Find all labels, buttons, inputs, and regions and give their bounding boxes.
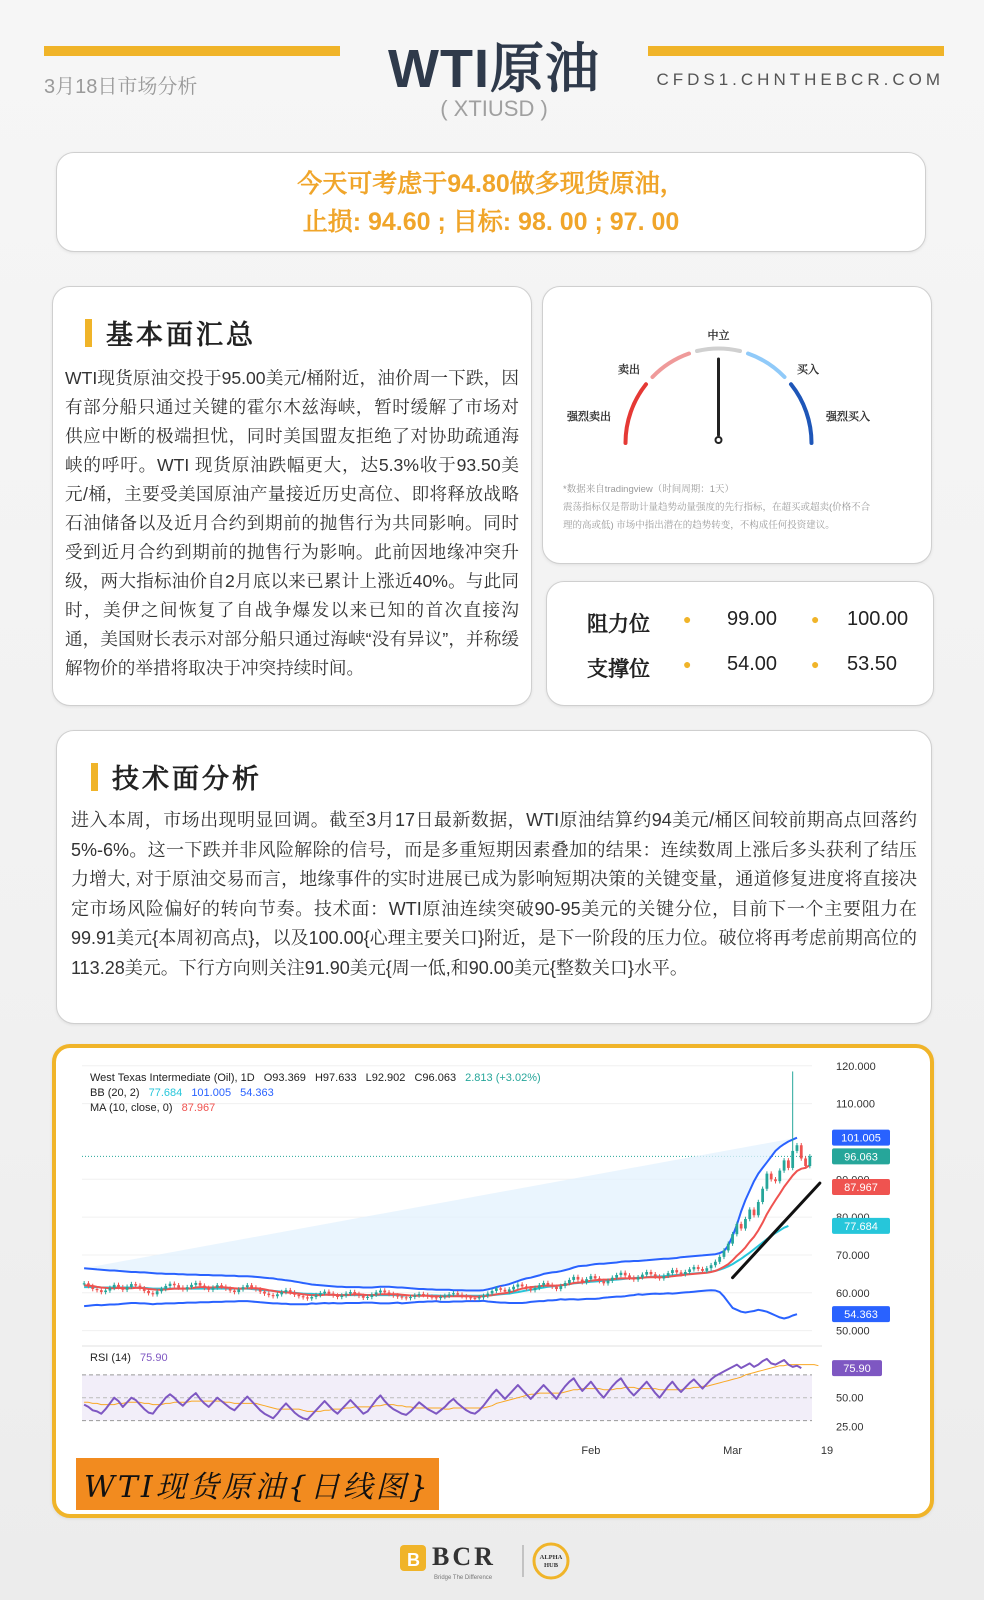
- candle-body: [276, 1294, 279, 1296]
- ma-legend-value: 87.967: [181, 1102, 216, 1114]
- price-chart: [82, 1062, 902, 1462]
- candle-body: [319, 1293, 322, 1295]
- technical-heading: [91, 757, 917, 796]
- candle-body: [602, 1281, 605, 1283]
- price-badge-text: 101.005: [841, 1132, 881, 1145]
- candle-body: [237, 1289, 240, 1292]
- candle-body: [637, 1277, 640, 1279]
- candle-body: [207, 1288, 210, 1290]
- candle-body: [250, 1285, 253, 1287]
- price-tick-label: 70.000: [836, 1249, 870, 1262]
- price-badge-text: 87.967: [844, 1181, 878, 1194]
- gauge-arc-neutral: [697, 349, 740, 351]
- candle-body: [96, 1289, 99, 1290]
- ohlc-open: O93.369: [263, 1072, 306, 1084]
- candle-body: [113, 1285, 116, 1288]
- candle-body: [285, 1290, 288, 1292]
- price-badge-text: 96.063: [844, 1151, 878, 1164]
- resistance-row: [547, 608, 933, 638]
- candle-body: [671, 1270, 674, 1273]
- candle-body: [624, 1273, 627, 1276]
- gauge-note-disclaimer-1: 震荡指标仅是帮助计量趋势动量强度的先行指标，在超买或超卖(价格不合: [563, 502, 871, 513]
- candle-body: [521, 1284, 524, 1286]
- candle-body: [366, 1297, 369, 1298]
- candle-body: [667, 1273, 670, 1276]
- price-tick-label: 50.000: [836, 1325, 870, 1338]
- candle-body: [474, 1298, 477, 1299]
- candle-body: [658, 1277, 661, 1279]
- candle-body: [620, 1273, 623, 1275]
- candle-body: [147, 1291, 150, 1293]
- candle-body: [800, 1145, 803, 1158]
- candle-body: [486, 1294, 489, 1296]
- candle-body: [87, 1283, 90, 1286]
- candle-body: [559, 1286, 562, 1289]
- candle-body: [770, 1174, 773, 1180]
- candle-body: [199, 1283, 202, 1286]
- candle-body: [310, 1297, 313, 1299]
- bullet-icon: ●: [683, 611, 692, 627]
- candle-body: [216, 1285, 219, 1287]
- candle-body: [482, 1296, 485, 1298]
- gauge-label-strong-sell: 强烈卖出: [567, 411, 611, 423]
- gauge-arc-strong-buy: [791, 384, 812, 443]
- candle-body: [190, 1285, 193, 1287]
- candle-body: [701, 1269, 704, 1271]
- candle-body: [134, 1284, 137, 1286]
- candle-body: [727, 1244, 730, 1251]
- gauge-label-sell: 卖出: [618, 364, 640, 376]
- candle-body: [302, 1296, 305, 1297]
- candle-body: [581, 1280, 584, 1283]
- candle-body: [684, 1272, 687, 1274]
- candle-body: [220, 1285, 223, 1287]
- candle-body: [688, 1269, 691, 1272]
- candle-body: [753, 1210, 756, 1216]
- x-tick-label: 19: [820, 1445, 834, 1457]
- rsi-legend-value: 75.90: [140, 1352, 168, 1364]
- candle-body: [465, 1296, 468, 1297]
- header-left-bar: [44, 46, 340, 56]
- page-subtitle: ( XTIUSD ): [440, 96, 548, 121]
- candle-body: [388, 1292, 391, 1294]
- candle-body: [280, 1292, 283, 1294]
- x-tick-label: Feb: [581, 1445, 601, 1457]
- candle-body: [263, 1292, 266, 1294]
- candle-body: [259, 1289, 262, 1291]
- candle-body: [267, 1294, 270, 1296]
- bb-legend-low: 54.363: [240, 1087, 274, 1099]
- candle-body: [396, 1295, 399, 1296]
- candle-body: [748, 1210, 751, 1219]
- support-value-2: 53.50: [847, 653, 898, 675]
- candle-body: [375, 1292, 378, 1294]
- bb-legend-up: 101.005: [191, 1087, 232, 1099]
- price-badge-text: 54.363: [844, 1309, 878, 1322]
- candle-body: [139, 1286, 142, 1289]
- candle-body: [645, 1272, 648, 1275]
- candle-body: [697, 1267, 700, 1269]
- candle-body: [83, 1283, 86, 1284]
- candle-body: [143, 1288, 146, 1291]
- gauge-arc-buy: [748, 354, 785, 378]
- fundamental-card: [52, 286, 532, 706]
- rsi-legend: [90, 1352, 168, 1364]
- candle-body: [452, 1293, 455, 1294]
- candle-body: [568, 1280, 571, 1283]
- candle-body: [572, 1277, 575, 1280]
- sentiment-gauge-card: [542, 286, 932, 564]
- technical-title: 技术面分析: [112, 764, 262, 794]
- candle-body: [735, 1224, 738, 1234]
- candle-body: [585, 1279, 588, 1282]
- candle-body: [315, 1295, 318, 1297]
- levels-card: [546, 581, 934, 706]
- candle-body: [186, 1287, 189, 1289]
- bcr-logo-letter: B: [407, 1550, 420, 1570]
- ohlc-change: 2.813 (+3.02%): [465, 1072, 541, 1084]
- candle-body: [349, 1292, 352, 1294]
- header-right-bar: [648, 46, 944, 56]
- website-link[interactable]: CFDS1.CHNTHEBCR.COM: [656, 70, 944, 89]
- brand-tagline: Bridge The Difference: [434, 1575, 493, 1581]
- resistance-value-2: 100.00: [847, 608, 909, 630]
- candle-body: [555, 1287, 558, 1289]
- candle-body: [289, 1290, 292, 1292]
- candle-body: [615, 1275, 618, 1278]
- candle-body: [242, 1287, 245, 1289]
- candle-body: [362, 1296, 365, 1298]
- candle-body: [766, 1174, 769, 1189]
- candle-body: [422, 1294, 425, 1295]
- price-tick-label: 110.000: [836, 1098, 875, 1111]
- candle-body: [233, 1291, 236, 1293]
- gauge-label-buy: 买入: [797, 364, 819, 376]
- candle-body: [796, 1145, 799, 1151]
- candle-body: [435, 1297, 438, 1298]
- price-badge-text: 77.684: [844, 1220, 878, 1233]
- candle-body: [413, 1295, 416, 1297]
- gauge-label-strong-buy: 强烈买入: [826, 411, 870, 423]
- support-value-1: 54.00: [727, 653, 778, 675]
- candle-body: [680, 1272, 683, 1274]
- candle-body: [409, 1297, 412, 1298]
- candle-body: [757, 1202, 760, 1215]
- candle-body: [109, 1288, 112, 1291]
- candle-body: [439, 1297, 442, 1298]
- rsi-tick-label: 50.00: [836, 1392, 864, 1405]
- candle-body: [529, 1288, 532, 1290]
- candle-body: [693, 1267, 696, 1269]
- rsi-badge-text: 75.90: [843, 1363, 871, 1376]
- candle-body: [740, 1224, 743, 1229]
- rsi-legend-label: RSI (14): [90, 1352, 131, 1364]
- candle-body: [783, 1160, 786, 1170]
- candle-body: [791, 1151, 794, 1168]
- candle-body: [401, 1297, 404, 1298]
- candle-body: [538, 1285, 541, 1288]
- candle-body: [448, 1294, 451, 1296]
- x-tick-label: Mar: [723, 1445, 743, 1457]
- candle-body: [504, 1290, 507, 1292]
- candle-body: [744, 1219, 747, 1228]
- candle-body: [100, 1290, 103, 1292]
- fundamental-title: 基本面汇总: [106, 320, 256, 350]
- candle-body: [564, 1283, 567, 1286]
- candle-body: [508, 1289, 511, 1291]
- fundamental-heading: [85, 313, 519, 352]
- bullet-icon: ●: [683, 656, 692, 672]
- gauge-arc-sell: [653, 354, 690, 378]
- alpha-hub-logo-icon: [534, 1544, 568, 1578]
- candle-body: [353, 1292, 356, 1294]
- candle-body: [358, 1294, 361, 1296]
- candle-body: [632, 1278, 635, 1280]
- candle-body: [577, 1277, 580, 1280]
- candle-body: [718, 1257, 721, 1262]
- candle-body: [598, 1278, 601, 1281]
- chart-title: [90, 1072, 541, 1084]
- price-chart-card: [52, 1044, 934, 1518]
- advice-line-targets: 止损: 94.60 ; 目标: 98. 00 ; 97. 00: [302, 208, 680, 236]
- candle-body: [293, 1292, 296, 1294]
- support-label: 支撑位: [587, 658, 650, 681]
- candle-body: [714, 1262, 717, 1265]
- candle-body: [607, 1281, 610, 1284]
- candle-body: [774, 1179, 777, 1181]
- candle-body: [431, 1297, 434, 1298]
- candle-body: [328, 1292, 331, 1294]
- heading-accent-bar: [91, 763, 98, 791]
- brand-name: BCR: [432, 1542, 496, 1571]
- candle-body: [91, 1286, 94, 1289]
- page-title: WTI原油: [388, 39, 600, 99]
- candle-body: [461, 1295, 464, 1297]
- candle-body: [229, 1289, 232, 1291]
- candle-body: [456, 1293, 459, 1295]
- date-label: 3月18日市场分析: [44, 76, 198, 98]
- price-tick-label: 60.000: [836, 1287, 870, 1300]
- candle-body: [104, 1291, 107, 1293]
- candle-body: [156, 1291, 159, 1294]
- candle-body: [182, 1288, 185, 1290]
- hub-name-1: ALPHA: [539, 1554, 563, 1561]
- chart-title-text: West Texas Intermediate (Oil), 1D: [90, 1072, 255, 1084]
- ma-legend: [90, 1102, 215, 1114]
- candle-body: [297, 1295, 300, 1297]
- candle-body: [392, 1294, 395, 1296]
- candle-body: [379, 1291, 382, 1293]
- ma-legend-label: MA (10, close, 0): [90, 1102, 173, 1114]
- candle-body: [478, 1297, 481, 1298]
- gauge-note-disclaimer-2: 理的高或低) 市场中指出潜在的趋势转变，不构成任何投资建议。: [563, 520, 835, 531]
- candle-body: [469, 1297, 472, 1298]
- bullet-icon: ●: [811, 611, 820, 627]
- candle-body: [650, 1272, 653, 1274]
- candle-body: [306, 1297, 309, 1298]
- candle-body: [542, 1283, 545, 1285]
- gauge-arc-strong-sell: [625, 384, 646, 443]
- resistance-value-1: 99.00: [727, 608, 778, 630]
- candle-body: [761, 1189, 764, 1202]
- candle-body: [164, 1286, 167, 1289]
- candle-body: [589, 1276, 592, 1279]
- candle-body: [675, 1270, 678, 1272]
- candle-body: [194, 1283, 197, 1285]
- candle-body: [126, 1287, 129, 1290]
- bb-legend-label: BB (20, 2): [90, 1087, 140, 1099]
- bullet-icon: ●: [811, 656, 820, 672]
- gauge-value: 0: [718, 457, 719, 458]
- candle-body: [370, 1295, 373, 1297]
- candle-body: [534, 1288, 537, 1290]
- candle-body: [426, 1295, 429, 1297]
- bb-legend-mid: 77.684: [148, 1087, 183, 1099]
- candle-body: [255, 1288, 258, 1290]
- candle-body: [443, 1296, 446, 1297]
- technical-text: 进入本周，市场出现明显回调。截至3月17日最新数据，WTI原油结算约94美元/桶区间较前期高点回落约5%-6%。这一下跌并非风险解除的信号，而是多重短期因素叠加的结果：连续数周上涨后多头获利了结压力增大, 对于原油交易而言，地缘事件的实时进展已成为影响短期决策的关键变量，通道修复进度将直接决定市场风险偏好的转向节奏。技术面：WTI原油连续突破90-95美元的关键分位，目前下一个主要阻力在99.91美元{本周初高点}，以及100.00{心理主要关口}附近，是下一阶段的压力位。破位将再考虑前期高位的113.28美元。下行方向则关注91.90美元{周一低,和90.00美元{整数关口}水平。: [71, 810, 917, 978]
- price-tick-label: 120.000: [836, 1062, 876, 1073]
- gauge-note-source: *数据来自tradingview（时间周期：1天）: [563, 484, 735, 495]
- candle-body: [332, 1294, 335, 1296]
- candle-body: [345, 1294, 348, 1296]
- candle-body: [495, 1288, 498, 1291]
- footer-brand: [0, 1535, 984, 1585]
- advice-line-entry: 今天可考虑于94.80做多现货原油，: [297, 170, 685, 198]
- candle-body: [628, 1275, 631, 1277]
- candle-body: [169, 1284, 172, 1286]
- candle-body: [611, 1278, 614, 1281]
- candle-body: [547, 1283, 550, 1285]
- candle-body: [224, 1287, 227, 1289]
- trade-advice-card: [56, 152, 926, 252]
- gauge-needle-pivot: [716, 437, 722, 443]
- chart-caption: WTI现货原油{日线图}: [76, 1458, 439, 1510]
- ohlc-high: H97.633: [314, 1072, 357, 1084]
- candle-body: [662, 1276, 665, 1279]
- candle-body: [340, 1295, 343, 1297]
- candle-body: [654, 1274, 657, 1276]
- candle-body: [405, 1297, 408, 1298]
- candle-body: [731, 1234, 734, 1243]
- candle-body: [804, 1158, 807, 1166]
- candle-body: [203, 1286, 206, 1288]
- candle-body: [512, 1287, 515, 1290]
- candle-body: [516, 1284, 519, 1286]
- technical-card: [56, 730, 932, 1024]
- candle-body: [705, 1268, 708, 1271]
- gauge-label-neutral: 中立: [707, 330, 730, 342]
- candle-body: [177, 1285, 180, 1287]
- resistance-label: 阻力位: [587, 613, 650, 636]
- candle-body: [323, 1292, 326, 1294]
- candle-body: [121, 1287, 124, 1290]
- candle-body: [246, 1285, 249, 1287]
- candle-body: [160, 1289, 163, 1291]
- candle-body: [808, 1156, 811, 1166]
- bb-legend: [90, 1087, 274, 1099]
- candle-body: [787, 1160, 790, 1168]
- candle-body: [710, 1265, 713, 1268]
- support-row: [547, 653, 933, 683]
- candle-body: [272, 1295, 275, 1296]
- candle-body: [418, 1294, 421, 1296]
- rsi-tick-label: 25.00: [836, 1421, 864, 1434]
- ohlc-close: C96.063: [414, 1072, 457, 1084]
- candle-body: [525, 1286, 528, 1288]
- candle-body: [594, 1276, 597, 1278]
- candle-body: [491, 1291, 494, 1294]
- candle-body: [383, 1291, 386, 1293]
- candle-body: [130, 1284, 133, 1287]
- candle-body: [641, 1275, 644, 1278]
- candle-body: [151, 1293, 154, 1294]
- candle-body: [336, 1295, 339, 1297]
- candle-body: [499, 1288, 502, 1290]
- candle-body: [551, 1285, 554, 1287]
- candle-body: [723, 1250, 726, 1256]
- candle-body: [212, 1288, 215, 1290]
- ohlc-low: L92.902: [365, 1072, 406, 1084]
- candle-body: [173, 1284, 176, 1286]
- candle-body: [778, 1171, 781, 1182]
- candle-body: [117, 1285, 120, 1287]
- heading-accent-bar: [85, 319, 92, 347]
- hub-name-2: HUB: [543, 1562, 559, 1569]
- fundamental-text: WTI现货原油交投于95.00美元/桶附近，油价周一下跌，因有部分船只通过关键的霍尔木兹海峡，暂时缓解了市场对供应中断的极端担忧，同时美国盟友拒绝了对协助疏通海峡的呼吁。WTI 现货原油跌幅更大，达5.3%收于93.50美元/桶，主要受美国原油产量接近历史高位、即将释放战略石油储备以及近月合约到期前的抛售行为共同影响。同时受到近月合约到期前的抛售行为影响。此前因地缘冲突升级，两大指标油价自2月底以来已累计上涨近40%。与此同时，美伊之间恢复了自战争爆发以来已知的首次直接沟通，美国财长表示对部分船只通过海峡“没有异议”，并称缓解物价的举措将取决于冲突持续时间。: [65, 368, 519, 678]
